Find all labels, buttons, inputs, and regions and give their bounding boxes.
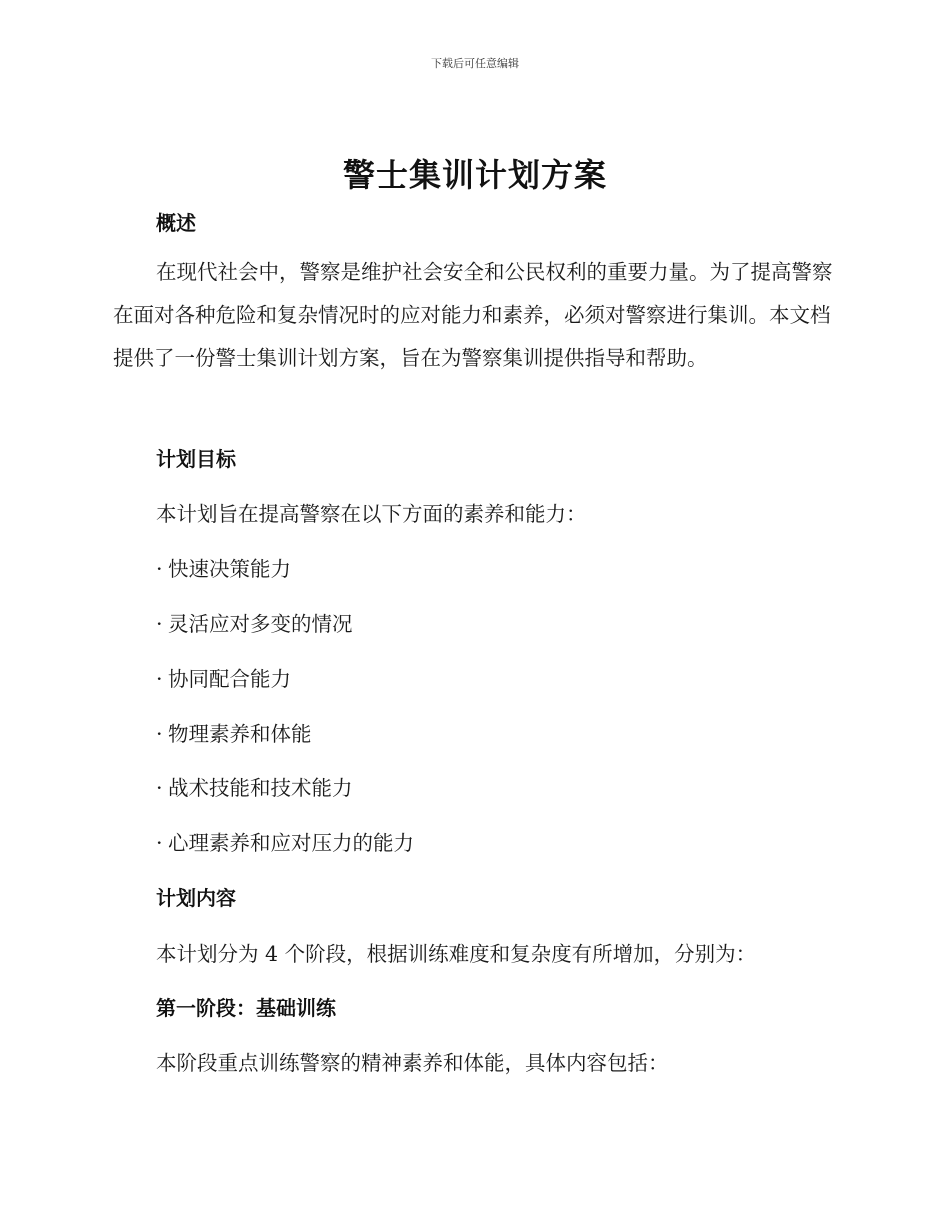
bullet-mark: · <box>156 612 163 636</box>
goal-item <box>156 826 414 856</box>
goal-item <box>156 552 291 582</box>
goal-item-text: 快速决策能力 <box>168 557 291 581</box>
goal-item <box>156 717 312 747</box>
goal-item-text: 协同配合能力 <box>168 667 291 691</box>
bullet-mark: · <box>156 831 163 855</box>
phase1-heading: 第一阶段：基础训练 <box>156 996 336 1020</box>
goal-item <box>156 771 353 801</box>
header-note: 下载后可任意编辑 <box>431 57 519 70</box>
bullet-mark: · <box>156 722 163 746</box>
phase1-text: 本阶段重点训练警察的精神素养和体能，具体内容包括： <box>156 1051 669 1075</box>
overview-paragraph: 在现代社会中，警察是维护社会安全和公民权利的重要力量。为了提高警察在面对各种危险和复杂情况时的应对能力和素养，必须对警察进行集训。本文档提供了一份警士集训计划方案，旨在为警察集训提供指导和帮助。 <box>113 260 833 370</box>
content-heading: 计划内容 <box>156 886 236 910</box>
bullet-mark: · <box>156 557 163 581</box>
bullet-mark: · <box>156 776 163 800</box>
bullet-mark: · <box>156 667 163 691</box>
goal-item-text: 灵活应对多变的情况 <box>168 612 353 636</box>
goal-item-text: 物理素养和体能 <box>168 722 312 746</box>
goal-item-text: 战术技能和技术能力 <box>168 776 353 800</box>
goal-item-text: 心理素养和应对压力的能力 <box>168 831 414 855</box>
document-title: 警士集训计划方案 <box>342 156 607 194</box>
goals-heading: 计划目标 <box>156 447 236 471</box>
goal-item <box>156 607 353 637</box>
goal-item <box>156 662 291 692</box>
content-intro: 本计划分为 4 个阶段，根据训练难度和复杂度有所增加，分别为： <box>156 942 757 966</box>
goals-intro: 本计划旨在提高警察在以下方面的素养和能力： <box>156 502 587 526</box>
overview-heading: 概述 <box>156 211 196 235</box>
